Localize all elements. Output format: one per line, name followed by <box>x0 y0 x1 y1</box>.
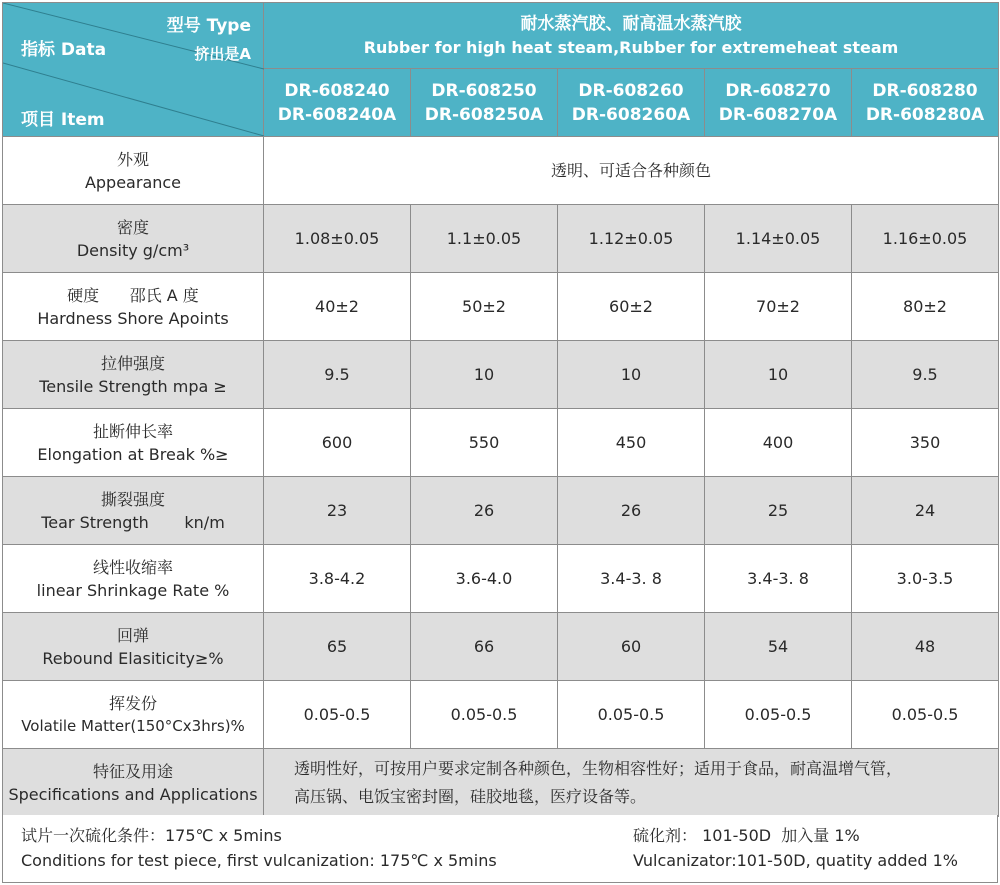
table-row <box>3 477 999 545</box>
table-cell: 3.4-3. 8 <box>558 545 705 613</box>
table-cell: 24 <box>852 477 999 545</box>
conditions-zh: 试片一次硫化条件：175℃ x 5mins <box>21 826 282 845</box>
model-code: DR-608260 <box>578 80 684 101</box>
table-cell: 50±2 <box>411 273 558 341</box>
table-cell: 400 <box>705 409 852 477</box>
table-cell: 3.0-3.5 <box>852 545 999 613</box>
table-cell: 3.4-3. 8 <box>705 545 852 613</box>
appearance-row <box>3 137 999 205</box>
row-label-en: Appearance <box>84 172 182 192</box>
product-title <box>264 3 999 69</box>
model-code: DR-608270 <box>725 80 831 101</box>
title-zh: 耐水蒸汽胶、耐高温水蒸汽胶 <box>520 13 742 34</box>
table-cell: 80±2 <box>852 273 999 341</box>
row-label <box>3 749 264 817</box>
table-row <box>3 341 999 409</box>
table-cell: 9.5 <box>852 341 999 409</box>
table-cell: 26 <box>558 477 705 545</box>
table-cell: 40±2 <box>264 273 411 341</box>
table-cell: 1.1±0.05 <box>411 205 558 273</box>
title-en: Rubber for high heat steam,Rubber for extremeheat steam <box>363 37 899 57</box>
table-cell: 600 <box>264 409 411 477</box>
row-label-zh: 线性收缩率 <box>92 557 173 577</box>
row-label <box>3 613 264 681</box>
table-cell: 3.6-4.0 <box>411 545 558 613</box>
table-cell: 66 <box>411 613 558 681</box>
model-code-extruded: DR-608270A <box>718 104 838 125</box>
row-label <box>3 545 264 613</box>
table-cell: 60 <box>558 613 705 681</box>
table-cell: 70±2 <box>705 273 852 341</box>
row-label-en: linear Shrinkage Rate % <box>36 580 230 600</box>
header-corner <box>3 3 264 137</box>
item-label: 项目 Item <box>21 110 105 130</box>
model-cell <box>558 69 705 137</box>
table-cell: 0.05-0.5 <box>852 681 999 749</box>
table-cell: 1.08±0.05 <box>264 205 411 273</box>
table-cell: 3.8-4.2 <box>264 545 411 613</box>
row-label-en: Tensile Strength mpa ≥ <box>39 376 227 396</box>
model-code: DR-608250 <box>431 80 537 101</box>
table-cell: 25 <box>705 477 852 545</box>
table-cell: 350 <box>852 409 999 477</box>
row-label <box>3 681 264 749</box>
table-cell: 10 <box>705 341 852 409</box>
table-cell: 0.05-0.5 <box>411 681 558 749</box>
row-label-en: Elongation at Break %≥ <box>37 444 229 464</box>
table-cell: 1.16±0.05 <box>852 205 999 273</box>
table-cell: 0.05-0.5 <box>558 681 705 749</box>
model-code: DR-608240 <box>284 80 390 101</box>
row-label-zh: 外观 <box>116 149 149 169</box>
model-code-extruded: DR-608250A <box>424 104 544 125</box>
table-cell: 1.14±0.05 <box>705 205 852 273</box>
table-cell: 60±2 <box>558 273 705 341</box>
row-label-zh: 扯断伸长率 <box>92 421 173 441</box>
model-code-extruded: DR-608260A <box>571 104 691 125</box>
test-conditions <box>21 823 497 873</box>
table-cell: 54 <box>705 613 852 681</box>
row-label-zh: 特征及用途 <box>92 761 173 781</box>
model-cell <box>411 69 558 137</box>
table-row <box>3 205 999 273</box>
row-label-en: Density g/cm³ <box>76 240 190 260</box>
vulcanizer-en: Vulcanizator:101-50D, quatity added 1% <box>633 851 958 870</box>
table-cell: 0.05-0.5 <box>705 681 852 749</box>
row-label-zh: 密度 <box>116 217 149 237</box>
table-row <box>3 273 999 341</box>
conditions-en: Conditions for test piece, first vulcanization: 175℃ x 5mins <box>21 851 497 870</box>
spec-table <box>2 2 999 817</box>
model-code: DR-608280 <box>872 80 978 101</box>
model-code-extruded: DR-608280A <box>865 104 985 125</box>
row-label <box>3 409 264 477</box>
table-cell: 10 <box>558 341 705 409</box>
table-cell: 1.12±0.05 <box>558 205 705 273</box>
header-row-title <box>3 3 999 69</box>
row-label-zh: 撕裂强度 <box>100 489 165 509</box>
row-label <box>3 137 264 205</box>
row-label-en: Volatile Matter(150°Cx3hrs)% <box>21 716 245 735</box>
table-cell: 10 <box>411 341 558 409</box>
vulcanizer-info <box>633 823 958 873</box>
row-label <box>3 341 264 409</box>
table-row <box>3 545 999 613</box>
row-label <box>3 205 264 273</box>
table-row <box>3 613 999 681</box>
extrusion-note: 挤出是A <box>194 45 251 63</box>
table-cell: 23 <box>264 477 411 545</box>
row-label-zh: 回弹 <box>116 625 149 645</box>
specifications-line: 透明性好，可按用户要求定制各种颜色，生物相容性好；适用于食品，耐高温增气管， <box>294 758 903 778</box>
table-cell: 550 <box>411 409 558 477</box>
test-conditions-footer <box>2 815 998 883</box>
table-cell: 0.05-0.5 <box>264 681 411 749</box>
row-label-en: Hardness Shore Apoints <box>37 308 229 328</box>
table-cell: 48 <box>852 613 999 681</box>
table-row <box>3 681 999 749</box>
data-label: 指标 Data <box>21 40 107 60</box>
model-cell <box>705 69 852 137</box>
appearance-value: 透明、可适合各种颜色 <box>264 137 999 205</box>
table-cell: 450 <box>558 409 705 477</box>
row-label-en: Specifications and Applications <box>8 784 258 804</box>
row-label-zh: 挥发份 <box>108 693 157 713</box>
row-label-zh: 硬度 邵氏 A 度 <box>67 285 199 305</box>
row-label-zh: 拉伸强度 <box>100 353 165 373</box>
vulcanizer-zh: 硫化剂： 101-50D 加入量 1% <box>633 826 860 845</box>
model-cell <box>852 69 999 137</box>
table-cell: 65 <box>264 613 411 681</box>
model-code-extruded: DR-608240A <box>277 104 397 125</box>
specifications-line: 高压锅、电饭宝密封圈，硅胶地毯，医疗设备等。 <box>294 786 647 806</box>
row-label <box>3 273 264 341</box>
specifications-row <box>3 749 999 817</box>
model-cell <box>264 69 411 137</box>
row-label-en: Rebound Elasiticity≥% <box>42 648 224 668</box>
table-cell: 26 <box>411 477 558 545</box>
table-row <box>3 409 999 477</box>
specifications-text <box>264 749 999 817</box>
table-cell: 9.5 <box>264 341 411 409</box>
type-label: 型号 Type <box>166 16 251 36</box>
row-label-en: Tear Strength kn/m <box>41 512 225 532</box>
row-label <box>3 477 264 545</box>
